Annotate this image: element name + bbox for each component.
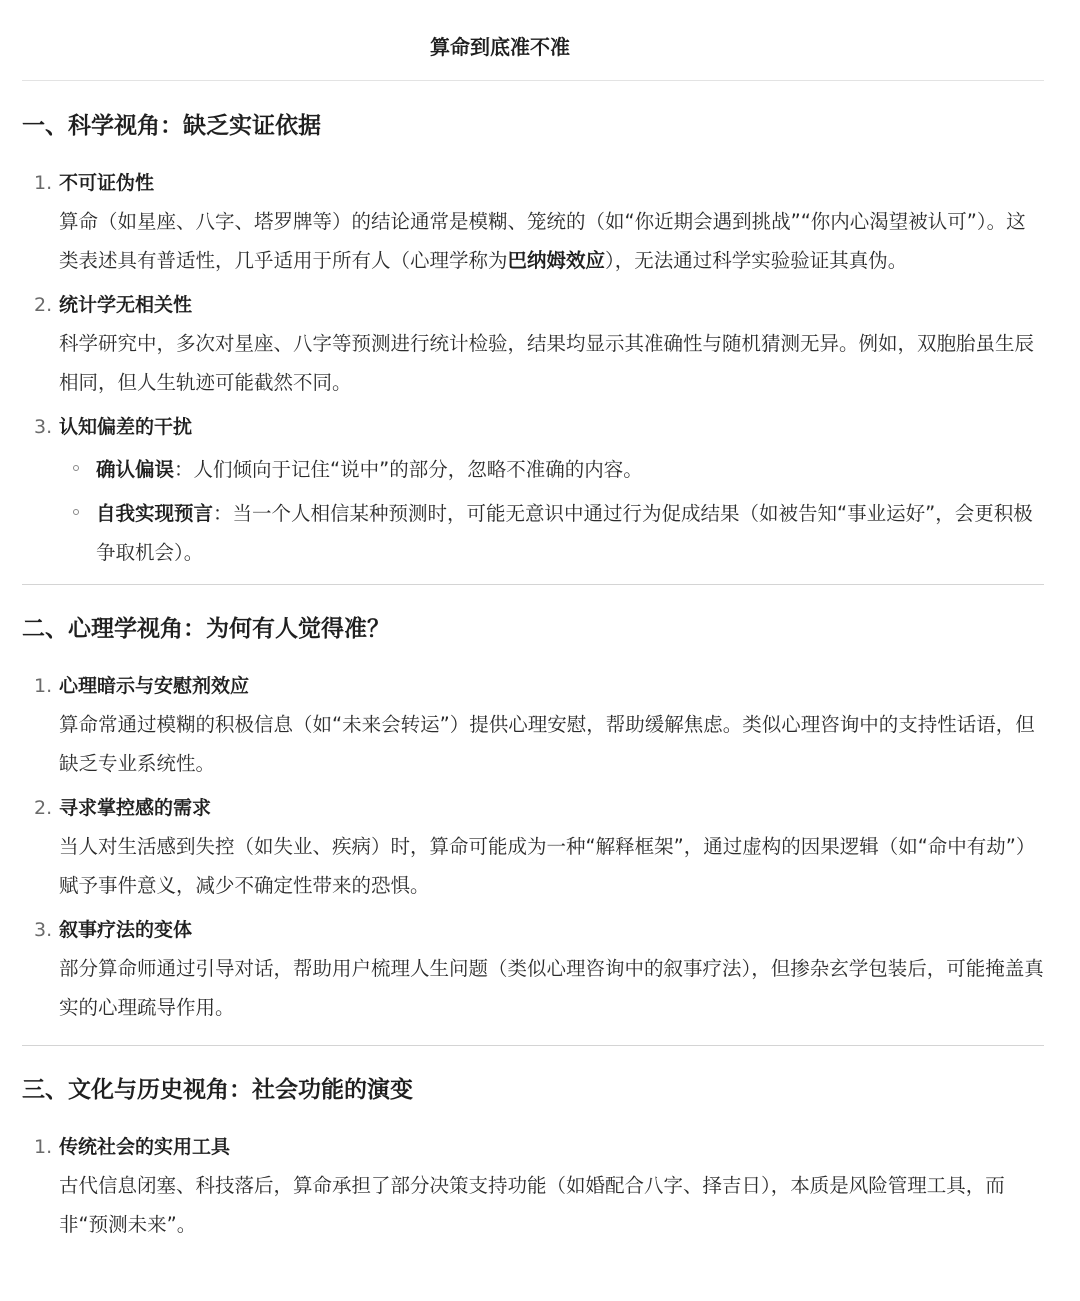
item-number: 2. bbox=[34, 294, 53, 316]
list-item bbox=[22, 789, 1044, 905]
item-body-text: ），无法通过科学实验验证其真伪。 bbox=[605, 249, 908, 272]
article-content bbox=[22, 106, 1044, 1244]
item-title: 统计学无相关性 bbox=[59, 294, 193, 316]
list-item bbox=[22, 1128, 1044, 1244]
list-item bbox=[22, 911, 1044, 1027]
sub-item-text: ：人们倾向于记住“说中”的部分，忽略不准确的内容。 bbox=[174, 458, 643, 481]
sub-list-item bbox=[59, 494, 1044, 572]
sub-list-item bbox=[59, 450, 1044, 489]
page-title: 算命到底准不准 bbox=[430, 35, 570, 59]
title-divider bbox=[22, 80, 1044, 81]
section-culture-history bbox=[22, 1070, 1044, 1244]
list-item bbox=[22, 408, 1044, 572]
item-body: 古代信息闭塞、科技落后，算命承担了部分决策支持功能（如婚配合八字、择吉日），本质是风险管理工具，而非“预测未来”。 bbox=[59, 1174, 1005, 1236]
item-body: 算命常通过模糊的积极信息（如“未来会转运”）提供心理安慰，帮助缓解焦虑。类似心理咨询中的支持性话语，但缺乏专业系统性。 bbox=[59, 713, 1035, 775]
item-title: 传统社会的实用工具 bbox=[59, 1136, 231, 1158]
item-body: 科学研究中，多次对星座、八字等预测进行统计检验，结果均显示其准确性与随机猜测无异。例如，双胞胎虽生辰相同，但人生轨迹可能截然不同。 bbox=[59, 332, 1035, 394]
item-body: 当人对生活感到失控（如失业、疾病）时，算命可能成为一种“解释框架”，通过虚构的因果逻辑（如“命中有劫”）赋予事件意义，减少不确定性带来的恐惧。 bbox=[59, 835, 1036, 897]
list-item bbox=[22, 164, 1044, 280]
item-number: 1. bbox=[34, 172, 53, 194]
list-item bbox=[22, 667, 1044, 783]
item-title: 心理暗示与安慰剂效应 bbox=[59, 675, 250, 697]
item-title: 不可证伪性 bbox=[59, 172, 155, 194]
circle-bullet-icon bbox=[73, 509, 79, 515]
section-heading: 一、科学视角：缺乏实证依据 bbox=[22, 113, 321, 139]
item-number: 3. bbox=[34, 919, 53, 941]
list-item bbox=[22, 286, 1044, 402]
section-divider bbox=[22, 584, 1044, 585]
item-title: 认知偏差的干扰 bbox=[59, 416, 193, 438]
bold-term: 确认偏误 bbox=[96, 458, 175, 481]
item-title: 寻求掌控感的需求 bbox=[59, 797, 212, 819]
item-number: 3. bbox=[34, 416, 53, 438]
item-body bbox=[59, 202, 1044, 280]
bold-term: 自我实现预言 bbox=[96, 502, 214, 525]
item-body: 部分算命师通过引导对话，帮助用户梳理人生问题（类似心理咨询中的叙事疗法），但掺杂玄学包装后，可能掩盖真实的心理疏导作用。 bbox=[59, 957, 1044, 1019]
section-heading: 二、心理学视角：为何有人觉得准？ bbox=[22, 616, 390, 642]
section-divider bbox=[22, 1045, 1044, 1046]
bold-term: 巴纳姆效应 bbox=[507, 249, 606, 272]
item-number: 1. bbox=[34, 1136, 53, 1158]
item-number: 2. bbox=[34, 797, 53, 819]
section-psychology bbox=[22, 609, 1044, 1027]
item-body-text: 算命（如星座、八字、塔罗牌等）的结论通常是模糊、笼统的（如“你近期会遇到挑战”“你内心渴望被认可”）。这类表述具有普适性，几乎适用于所有人（心理学称为 bbox=[59, 210, 1026, 272]
section-heading: 三、文化与历史视角：社会功能的演变 bbox=[22, 1077, 413, 1103]
sub-list bbox=[59, 450, 1044, 572]
sub-item-text: ：当一个人相信某种预测时，可能无意识中通过行为促成结果（如被告知“事业运好”，会更积极争取机会）。 bbox=[96, 502, 1033, 564]
item-number: 1. bbox=[34, 675, 53, 697]
item-title: 叙事疗法的变体 bbox=[59, 919, 193, 941]
circle-bullet-icon bbox=[73, 465, 79, 471]
section-scientific bbox=[22, 106, 1044, 572]
